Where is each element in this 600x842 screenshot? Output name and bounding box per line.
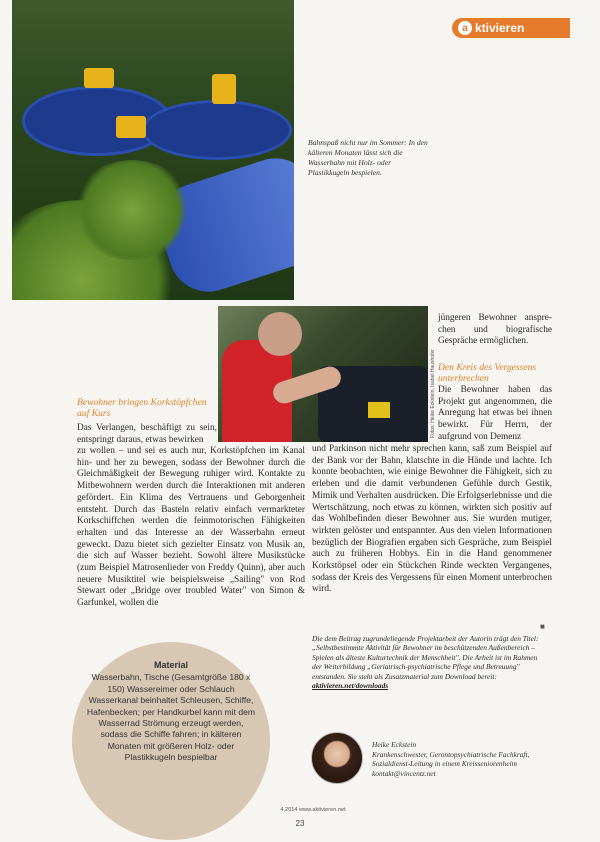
page-number: 23 [295,819,305,828]
aktivieren-logo-icon: a [458,21,472,35]
photo-credit: Fotos: Heike Eckstein, Isabel Haushofer [430,349,436,438]
download-link[interactable]: aktivieren.net/downloads [312,681,389,691]
section-heading-right: Den Kreis des Vergessens unterbrechen [438,362,537,384]
author-avatar [311,732,363,784]
note-text: Die dem Beitrag zugrundeliegende Projektarbeit der Autorin trägt den Titel: „Selbstbestimmte Aktivität für Bewohner im beschützenden Außenbereich – Spielen als älteste Kulturtechnik der Menschheit". Die Arbeit ist im Rahmen der Weiterbildung „Geriatrisch-psychiatrische Pflege und Betreuung" entstanden. Sie steht als Zusatzmaterial zum Download bereit: [312,634,539,681]
material-box [84,660,258,764]
body-text-right-a: Die Bewohner haben das Projekt gut angenommen, die Anregung hat etwas bei ihnen bewirkt. Für Herrn, der aufgrund von Demenz [438,385,552,442]
author-email[interactable]: kontakt@vincentz.net [372,768,436,778]
resident-playing-photo [218,306,428,442]
material-title: Material [153,660,188,670]
garden-water-track-photo [12,0,294,300]
body-text-left-a: Das Verlangen, beschäftigt zu sein, entspringt daraus, etwas bewirken [77,423,217,445]
photo-caption: Bahnspaß nicht nur im Sommer: In den kälteren Monaten lässt sich die Wasserbahn mit Holz- oder Plastikkugeln bespielen. [308,138,428,177]
intro-text: jüngeren Bewohner anspre-chen und biografische Gespräche ermöglichen. [438,313,552,347]
material-text: Wasserbahn, Tische (Gesamtgröße 180 x 150) Wassereimer oder Schlauch Wasserkanal beinhaltet Schleusen, Schiffe, Hafenbecken; per Handkurbel kann mit dem Wasserrad Strömung erzeugt werden, sodass die Schiffe fahren; in kälteren Monaten mit größeren Holz- oder Plastikkugeln bespielbar [86,672,256,763]
body-text-left-b: zu wollen – und sei es auch nur, Korkstöpfchen im Kanal hin- und her zu bewegen, sodass der Bewohner durch die Gleichmäßigkeit der Bewegung ruhiger wird. Kontakte zu Mitbewohnern werden durch die Interaktionen mit anderen gefördert. Ein Klima des Vertrauens und Geborgenheit entsteht. Durch das Basteln relativ einfach vermarkteter Korkschiffchen werden die feinmotorischen Fähigkeiten erhalten und das Interesse an der Wasserbahn erneut geweckt. Dazu bietet sich gezielter Einsatz von Musik an, die sich auf Wasser bezieht. Sowohl ältere Musikstücke (zum Beispiel Matrosenlieder von Freddy Quinn), aber auch neuere Musiktitel wie beispielsweise „Sailing" von Rod Stewart oder „Bridge over troubled Water" von Simon & Garfunkel, wollen die [77,446,305,609]
footer-url: 4.2014 www.aktivieren.net [280,807,346,813]
author-info [372,740,552,778]
author-name: Heike Eckstein [372,740,417,749]
tag-label: ktivieren [475,21,525,35]
end-mark-icon: ■ [540,622,545,631]
section-heading-left: Bewohner bringen Korkstöpfchen auf Kurs [77,397,207,419]
download-note [312,634,548,690]
section-tag [452,18,570,38]
author-bio: Krankenschwester, Gerontopsychiatrische Fachkraft, Sozialdienst-Leitung in einem Kreisseniorenheim [372,749,530,769]
body-text-right-b: und Parkinson nicht mehr sprechen kann, saß zum Beispiel auf der Bank vor der Bahn, klatschte in die Hände und lachte. Ich konnte beobachten, wie einige Bewohner die Fähigkeit, sich zu erleben und die damit verbundenen Gefühle durch Gestik, Mimik und Verhalten ausdrücken. Die Erfolgserlebnisse und die Wertschätzung, noch etwas zu können, wirkten sich positiv auf das Wohlbefinden dieser Bewohner aus. Sie wurden mutiger, wirkten gelöster und entspannter. Aus den vielen Informationen bezüglich der Biografien ergaben sich Gespräche, zum Beispiel auch zu früheren Hobbys. Ein in die Hand genommener Korkstöpsel oder ein Stückchen Rinde weckten Vergangenes, sodass der Kreis des Vergessens für einen Moment unterbrochen wird. [312,444,552,595]
